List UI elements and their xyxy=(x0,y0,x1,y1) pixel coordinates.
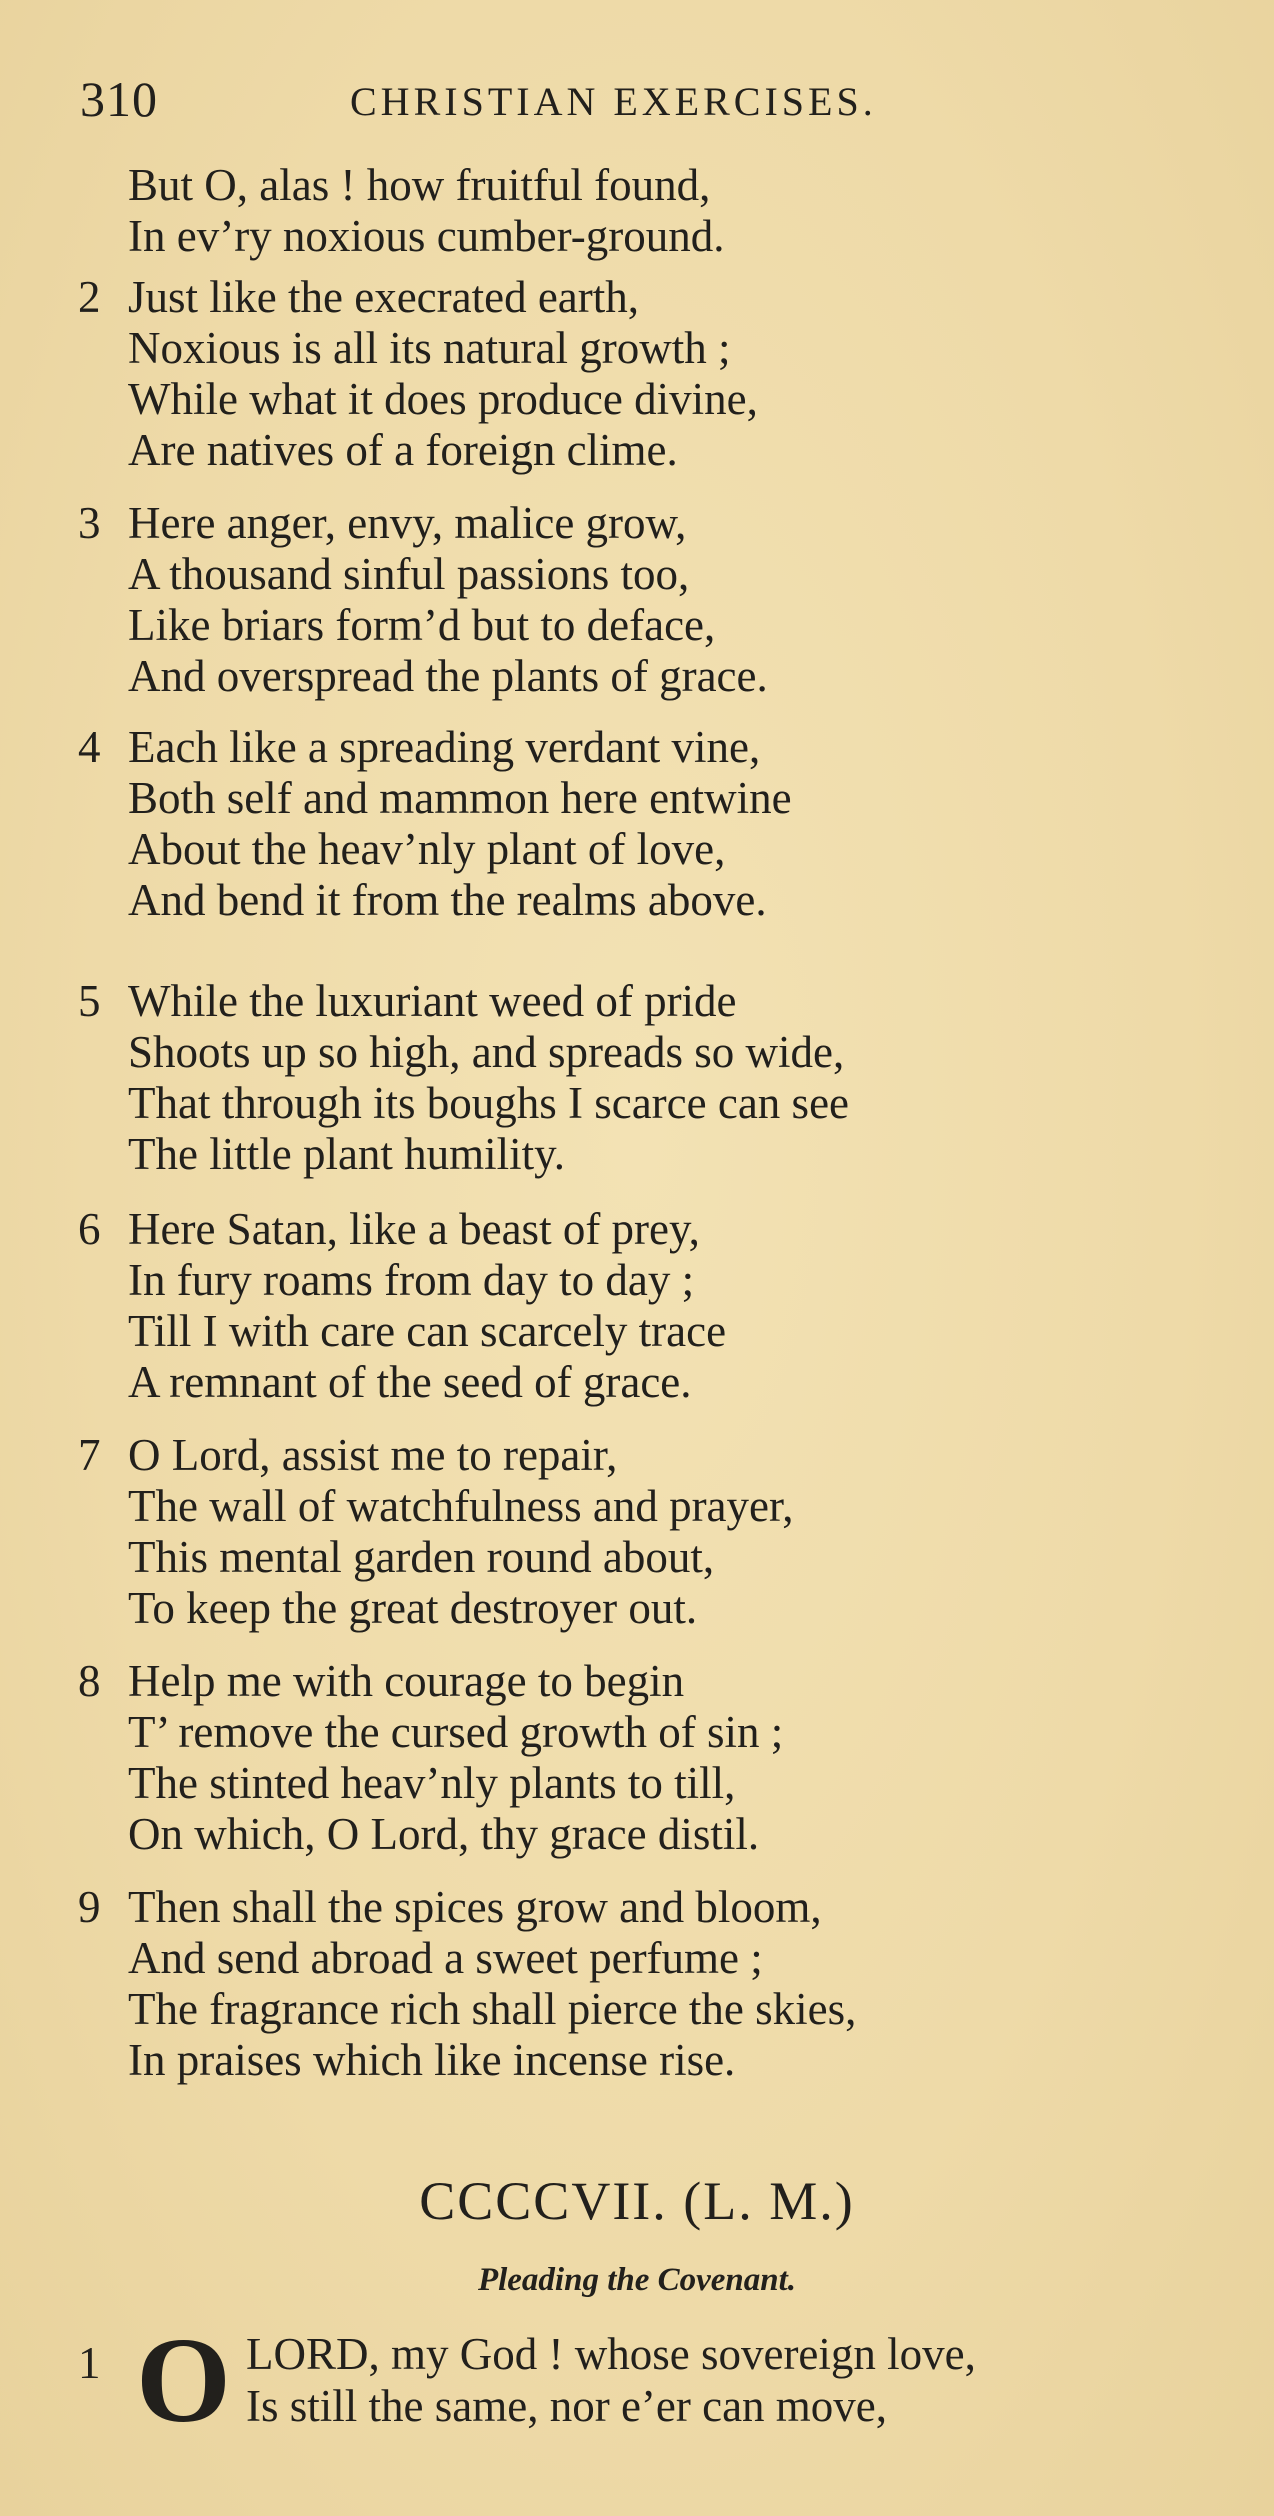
page-header xyxy=(80,70,1180,130)
verse-line: And send abroad a sweet perfume ; xyxy=(128,1933,763,1983)
drop-cap: O xyxy=(136,2313,231,2448)
verse-line: And overspread the plants of grace. xyxy=(128,651,768,701)
verse-line: Till I with care can scarcely trace xyxy=(128,1306,727,1356)
verse-line: That through its boughs I scarce can see xyxy=(128,1078,850,1128)
stanza-2 xyxy=(78,272,1218,476)
hymn-title: CCCCVII. (L. M.) xyxy=(419,2171,855,2231)
verse-line: A remnant of the seed of grace. xyxy=(128,1357,692,1407)
verse-line: On which, O Lord, thy grace distil. xyxy=(128,1809,760,1859)
stanza-1-new-hymn xyxy=(78,2313,1238,2448)
stanza-9 xyxy=(78,1882,1218,2086)
verse-line: This mental garden round about, xyxy=(128,1532,715,1582)
stanza-7 xyxy=(78,1430,1218,1634)
verse-line: LORD, my God ! whose sovereign love, xyxy=(246,2329,976,2379)
verse-line: While the luxuriant weed of pride xyxy=(128,976,737,1026)
verse-line: The little plant humility. xyxy=(128,1129,566,1179)
verse-line: But O, alas ! how fruitful found, xyxy=(128,160,711,210)
verse-line: Both self and mammon here entwine xyxy=(128,773,792,823)
stanza-number: 1 xyxy=(78,2338,101,2388)
verse-line: In fury roams from day to day ; xyxy=(128,1255,695,1305)
verse-line: Each like a spreading verdant vine, xyxy=(128,722,761,772)
stanza-5 xyxy=(78,976,1218,1180)
verse-line: About the heav’nly plant of love, xyxy=(128,824,726,874)
stanza-6 xyxy=(78,1204,1218,1408)
verse-line: Help me with courage to begin xyxy=(128,1656,685,1706)
verse-line: And bend it from the realms above. xyxy=(128,875,767,925)
verse-line: The wall of watchfulness and prayer, xyxy=(128,1481,794,1531)
verse-line: In praises which like incense rise. xyxy=(128,2035,736,2085)
stanza-number: 9 xyxy=(78,1882,101,1932)
stanza-number: 8 xyxy=(78,1656,101,1706)
verse-line: In ev’ry noxious cumber-ground. xyxy=(128,211,725,261)
verse-line: O Lord, assist me to repair, xyxy=(128,1430,618,1480)
stanza-number: 4 xyxy=(78,722,101,772)
stanza-number: 6 xyxy=(78,1204,101,1254)
stanza-8 xyxy=(78,1656,1218,1860)
verse-line: The fragrance rich shall pierce the skies, xyxy=(128,1984,857,2034)
verse-line: Then shall the spices grow and bloom, xyxy=(128,1882,822,1932)
stanza-number: 3 xyxy=(78,498,101,548)
verse-line: Here anger, envy, malice grow, xyxy=(128,498,687,548)
verse-line: Shoots up so high, and spreads so wide, xyxy=(128,1027,845,1077)
verse-line: Noxious is all its natural growth ; xyxy=(128,323,731,373)
verse-line: Just like the execrated earth, xyxy=(128,272,640,322)
stanza-3 xyxy=(78,498,1218,702)
stanza-number: 5 xyxy=(78,976,101,1026)
verse-line: Is still the same, nor e’er can move, xyxy=(246,2381,888,2431)
verse-line: T’ remove the cursed growth of sin ; xyxy=(128,1707,784,1757)
verse-line: To keep the great destroyer out. xyxy=(128,1583,698,1633)
stanza-number: 2 xyxy=(78,272,101,322)
verse-line: Are natives of a foreign clime. xyxy=(128,425,678,475)
page-number: 310 xyxy=(80,71,158,127)
stanza-4 xyxy=(78,722,1218,926)
stanza-number: 7 xyxy=(78,1430,101,1480)
continuation-lines xyxy=(78,160,1218,262)
verse-line: The stinted heav’nly plants to till, xyxy=(128,1758,736,1808)
verse-line: Here Satan, like a beast of prey, xyxy=(128,1204,700,1254)
hymn-subtitle: Pleading the Covenant. xyxy=(477,2262,797,2298)
running-title: CHRISTIAN EXERCISES. xyxy=(350,79,877,124)
verse-line: A thousand sinful passions too, xyxy=(128,549,690,599)
verse-line: While what it does produce divine, xyxy=(128,374,758,424)
verse-line: Like briars form’d but to deface, xyxy=(128,600,716,650)
